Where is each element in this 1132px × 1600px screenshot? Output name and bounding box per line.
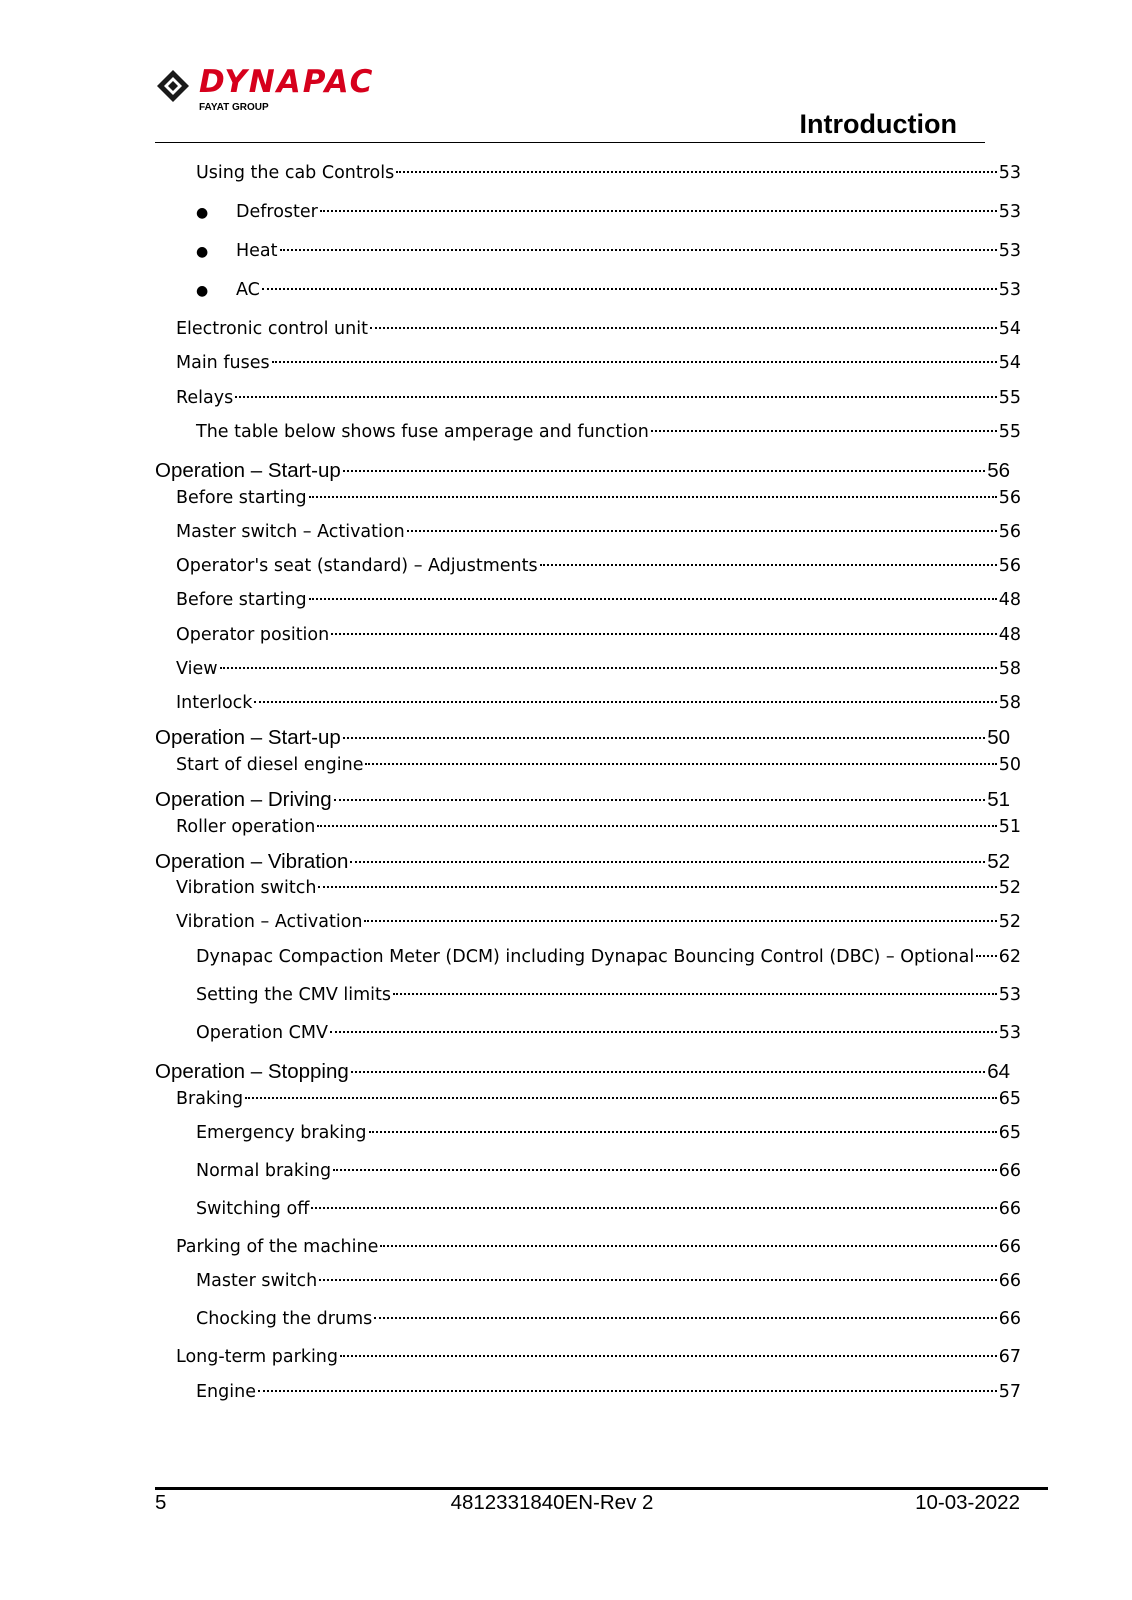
toc-entry-page: 56 (998, 488, 1021, 508)
toc-entry-label: Long-term parking (176, 1347, 339, 1367)
toc-entry[interactable] (196, 419, 1021, 445)
dot-leader (309, 496, 997, 498)
toc-entry-page: 56 (998, 522, 1021, 542)
toc-entry[interactable] (176, 656, 1021, 682)
toc-entry-label: Operation – Start-up (155, 726, 341, 749)
toc-entry-page: 54 (998, 353, 1021, 373)
toc-entry-page: 53 (998, 202, 1021, 222)
toc-heading[interactable] (155, 723, 1010, 753)
toc-entry[interactable] (176, 622, 1021, 648)
dot-leader (319, 1279, 997, 1281)
toc-entry[interactable] (196, 982, 1021, 1008)
toc-entry-label: Defroster (236, 202, 318, 222)
toc-entry-page: 54 (998, 319, 1021, 339)
toc-entry-label: Operator's seat (standard) – Adjustments (176, 556, 538, 576)
dot-leader (318, 886, 996, 888)
toc-entry-label: Main fuses (176, 353, 270, 373)
dot-leader (651, 430, 997, 432)
toc-entry[interactable] (176, 385, 1021, 411)
dot-leader (309, 598, 997, 600)
toc-heading[interactable] (155, 847, 1010, 877)
toc-entry[interactable] (196, 1268, 1021, 1294)
document-date: 10-03-2022 (915, 1491, 1020, 1514)
toc-entry[interactable] (196, 1306, 1021, 1332)
toc-entry-label: Normal braking (196, 1161, 332, 1181)
toc-entry-page: 53 (998, 280, 1021, 300)
toc-entry-label: Operation – Stopping (155, 1060, 349, 1083)
dot-leader (369, 1131, 997, 1133)
toc-entry[interactable] (176, 1086, 1021, 1112)
toc-entry-page: 57 (998, 1382, 1021, 1402)
document-id: 4812331840EN-Rev 2 (450, 1491, 654, 1514)
dot-leader (380, 1245, 996, 1247)
toc-entry-label: Vibration – Activation (176, 912, 363, 932)
toc-entry[interactable] (196, 1158, 1021, 1184)
dot-leader (331, 633, 997, 635)
toc-entry-label: Operator position (176, 625, 330, 645)
toc-entry-label: Electronic control unit (176, 319, 368, 339)
dot-leader (334, 799, 986, 801)
dot-leader (976, 955, 996, 957)
toc-entry-label: Setting the CMV limits (196, 985, 391, 1005)
toc-entry-label: Switching off (196, 1199, 310, 1219)
toc-heading[interactable] (155, 456, 1010, 486)
toc-entry[interactable] (196, 1196, 1021, 1222)
toc-entry[interactable] (176, 814, 1021, 840)
dot-leader (320, 210, 997, 212)
dot-leader (220, 667, 997, 669)
dot-leader (370, 327, 997, 329)
dot-leader (343, 470, 985, 472)
section-title: Introduction (799, 109, 957, 139)
toc-entry-page: 66 (998, 1271, 1021, 1291)
dot-leader (235, 396, 997, 398)
page-number: 5 (155, 1491, 167, 1514)
toc-entry[interactable] (176, 350, 1021, 376)
toc-entry-label: Roller operation (176, 817, 316, 837)
toc-entry-label: Operation – Driving (155, 788, 332, 811)
toc-entry-label: Operation CMV (196, 1023, 328, 1043)
toc-entry-label: Chocking the drums (196, 1309, 373, 1329)
toc-entry-label: Relays (176, 388, 234, 408)
toc-entry-label: Operation – Vibration (155, 850, 349, 873)
toc-entry-page: 67 (998, 1347, 1021, 1367)
toc-entry[interactable] (176, 587, 1021, 613)
toc-entry[interactable] (176, 690, 1021, 716)
toc-entry[interactable] (176, 752, 1021, 778)
dot-leader (258, 1390, 997, 1392)
dot-leader (350, 861, 985, 863)
toc-entry-page: 53 (998, 985, 1021, 1005)
dot-leader (262, 288, 997, 290)
dynapac-logo (155, 64, 455, 118)
dot-leader (340, 1355, 997, 1357)
dot-leader (330, 1031, 997, 1033)
toc-entry-label: Operation – Start-up (155, 459, 341, 482)
toc-entry-page: 52 (998, 912, 1021, 932)
dot-leader (364, 920, 996, 922)
toc-entry-page: 50 (987, 726, 1010, 749)
toc-entry[interactable] (196, 199, 1021, 225)
toc-entry-label: Master switch (196, 1271, 318, 1291)
toc-entry-page: 48 (998, 625, 1021, 645)
dot-leader (396, 171, 996, 173)
toc-entry-label: Before starting (176, 590, 307, 610)
toc-entry-label: Master switch – Activation (176, 522, 405, 542)
toc-entry[interactable] (196, 1379, 1021, 1405)
toc-entry-label: AC (236, 280, 260, 300)
toc-entry-label: View (176, 659, 218, 679)
dot-leader (245, 1097, 997, 1099)
toc-heading[interactable] (155, 785, 1010, 815)
bullet-icon: ● (196, 205, 209, 221)
toc-entry-page: 52 (987, 850, 1010, 873)
toc-entry-page: 53 (998, 241, 1021, 261)
toc-entry-label: Using the cab Controls (196, 163, 395, 183)
bullet-icon: ● (196, 244, 209, 260)
dot-leader (374, 1317, 996, 1319)
dot-leader (393, 993, 997, 995)
brand-subtitle: FAYAT GROUP (199, 102, 269, 113)
dot-leader (333, 1169, 997, 1171)
toc-entry[interactable] (176, 553, 1021, 579)
dot-leader (254, 701, 996, 703)
dot-leader (365, 763, 996, 765)
dot-leader (351, 1071, 985, 1073)
brand-name: DYNAPAC (199, 64, 375, 100)
toc-entry-label: Interlock (176, 693, 253, 713)
toc-entry[interactable] (176, 875, 1021, 901)
toc-entry-label: Before starting (176, 488, 307, 508)
toc-entry[interactable] (196, 1020, 1021, 1046)
toc-entry-page: 66 (998, 1237, 1021, 1257)
toc-entry-page: 48 (998, 590, 1021, 610)
toc-entry[interactable] (176, 1344, 1021, 1370)
toc-entry-page: 66 (998, 1309, 1021, 1329)
toc-entry-page: 55 (998, 422, 1021, 442)
toc-entry-page: 66 (998, 1199, 1021, 1219)
toc-entry[interactable] (176, 1234, 1021, 1260)
toc-entry[interactable] (196, 1120, 1021, 1146)
toc-entry[interactable] (176, 909, 1021, 935)
toc-entry[interactable] (176, 519, 1021, 545)
toc-entry-label: Emergency braking (196, 1123, 367, 1143)
bullet-icon: ● (196, 283, 209, 299)
toc-entry-label: Vibration switch (176, 878, 317, 898)
footer-divider (155, 1487, 1048, 1490)
dot-leader (343, 737, 985, 739)
toc-entry-label: Heat (236, 241, 278, 261)
toc-entry-label: Engine (196, 1382, 256, 1402)
toc-entry[interactable] (176, 316, 1021, 342)
dot-leader (272, 361, 997, 363)
toc-entry-page: 64 (987, 1060, 1010, 1083)
toc-entry-label: Parking of the machine (176, 1237, 379, 1257)
toc-entry-page: 50 (998, 755, 1021, 775)
toc-entry[interactable] (196, 238, 1021, 264)
toc-entry-page: 62 (998, 947, 1021, 967)
toc-entry-label: Start of diesel engine (176, 755, 364, 775)
toc-entry-page: 56 (987, 459, 1010, 482)
toc-heading[interactable] (155, 1057, 1010, 1087)
toc-entry-page: 55 (998, 388, 1021, 408)
toc-entry-page: 53 (998, 1023, 1021, 1043)
dot-leader (540, 564, 997, 566)
dot-leader (317, 825, 996, 827)
toc-entry-page: 56 (998, 556, 1021, 576)
toc-entry[interactable] (196, 944, 1021, 970)
dot-leader (407, 530, 997, 532)
toc-entry[interactable] (196, 160, 1021, 186)
toc-entry[interactable] (176, 485, 1021, 511)
toc-entry-page: 66 (998, 1161, 1021, 1181)
toc-entry-page: 58 (998, 659, 1021, 679)
dot-leader (280, 249, 997, 251)
toc-entry-page: 65 (998, 1089, 1021, 1109)
toc-entry-label: Braking (176, 1089, 244, 1109)
toc-entry-page: 51 (998, 817, 1021, 837)
toc-entry-page: 51 (987, 788, 1010, 811)
toc-entry-page: 52 (998, 878, 1021, 898)
toc-entry-page: 53 (998, 163, 1021, 183)
dynapac-diamond-icon (155, 68, 195, 108)
toc-entry[interactable] (196, 277, 1021, 303)
toc-entry-label: The table below shows fuse amperage and function (196, 422, 649, 442)
toc-entry-label: Dynapac Compaction Meter (DCM) including Dynapac Bouncing Control (DBC) – Optional (196, 947, 975, 967)
toc-entry-page: 65 (998, 1123, 1021, 1143)
header-divider (155, 142, 985, 143)
toc-entry-page: 58 (998, 693, 1021, 713)
dot-leader (311, 1207, 996, 1209)
